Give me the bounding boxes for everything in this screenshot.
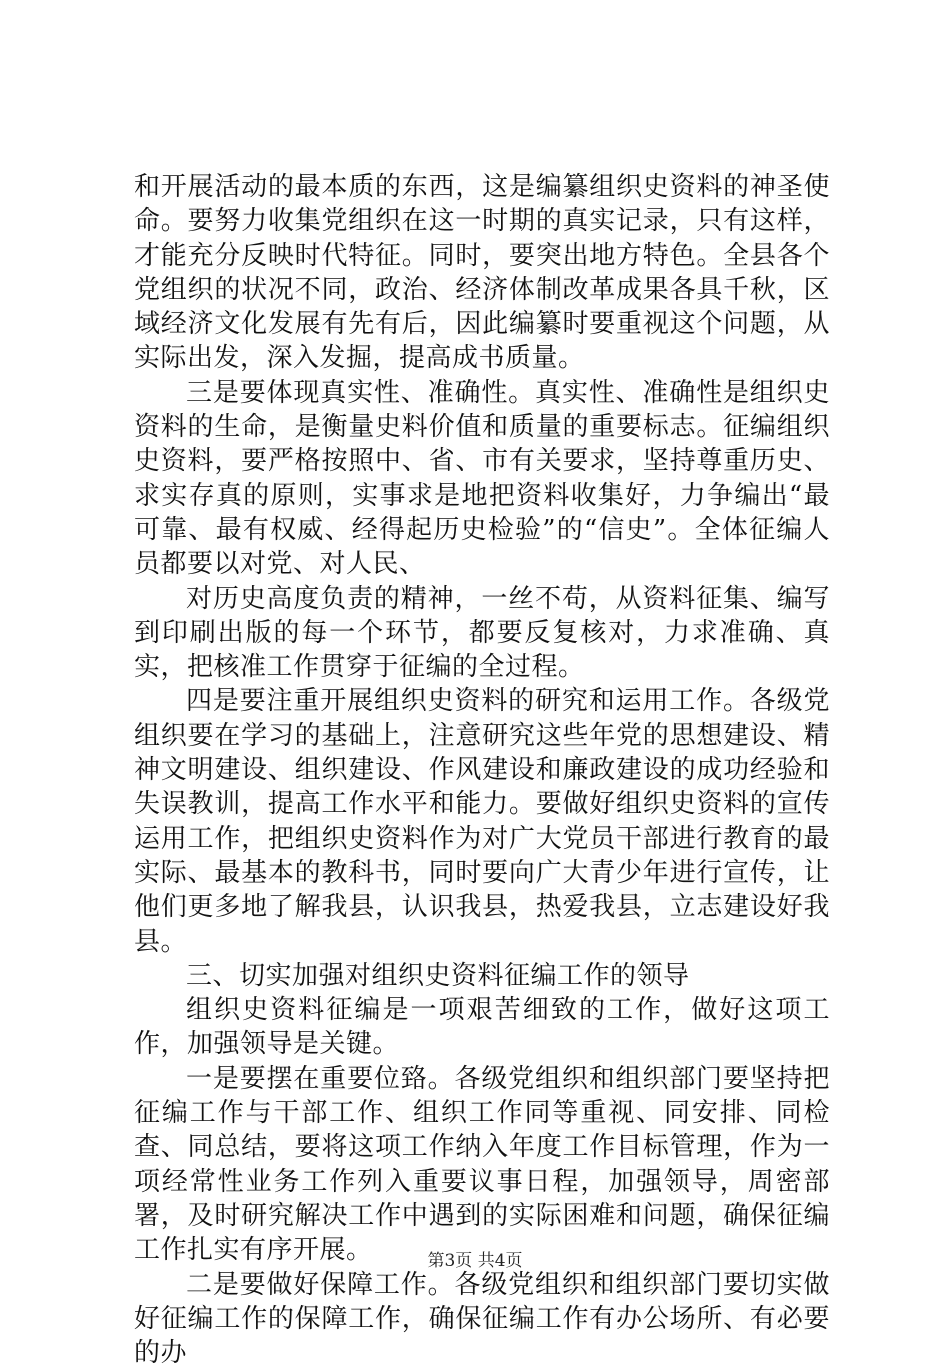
- paragraph-3: 对历史高度负责的精神，一丝不苟，从资料征集、编写到印刷出版的每一个环节，都要反复核对，力求准确、真实，把核准工作贯穿于征编的全过程。: [134, 582, 830, 685]
- paragraph-6: 一是要摆在重要位臵。各级党组织和组织部门要坚持把征编工作与干部工作、组织工作同等重视、同安排、同检查、同总结，要将这项工作纳入年度工作目标管理，作为一项经常性业务工作列入重要议事日程，加强领导，周密部署，及时研究解决工作中遇到的实际困难和问题，确保征编工作扎实有序开展。: [134, 1062, 830, 1268]
- section-heading: 三、切实加强对组织史资料征编工作的领导: [134, 959, 830, 993]
- paragraph-4: 四是要注重开展组织史资料的研究和运用工作。各级党组织要在学习的基础上，注意研究这些年党的思想建设、精神文明建设、组织建设、作风建设和廉政建设的成功经验和失误教训，提高工作水平和能力。要做好组织史资料的宣传运用工作，把组织史资料作为对广大党员干部进行教育的最实际、最基本的教科书，同时要向广大青少年进行宣传，让他们更多地了解我县，认识我县，热爱我县，立志建设好我县。: [134, 684, 830, 958]
- document-body: [134, 170, 830, 1370]
- paragraph-1: 和开展活动的最本质的东西，这是编纂组织史资料的神圣使命。要努力收集党组织在这一时期的真实记录，只有这样，才能充分反映时代特征。同时，要突出地方特色。全县各个党组织的状况不同，政治、经济体制改革成果各具千秋，区域经济文化发展有先有后，因此编纂时要重视这个问题，从实际出发，深入发掘，提高成书质量。: [134, 170, 830, 376]
- paragraph-5: 组织史资料征编是一项艰苦细致的工作，做好这项工作，加强领导是关键。: [134, 993, 830, 1062]
- paragraph-2: 三是要体现真实性、准确性。真实性、准确性是组织史资料的生命，是衡量史料价值和质量的重要标志。征编组织史资料，要严格按照中、省、市有关要求，坚持尊重历史、求实存真的原则，实事求是地把资料收集好，力争编出“最可靠、最有权威、经得起历史检验”的“信史”。全体征编人员都要以对党、对人民、: [134, 376, 830, 582]
- paragraph-7: 二是要做好保障工作。各级党组织和组织部门要切实做好征编工作的保障工作，确保征编工作有办公场所、有必要的办: [134, 1268, 830, 1370]
- page-footer: 第3页 共4页: [0, 1246, 950, 1271]
